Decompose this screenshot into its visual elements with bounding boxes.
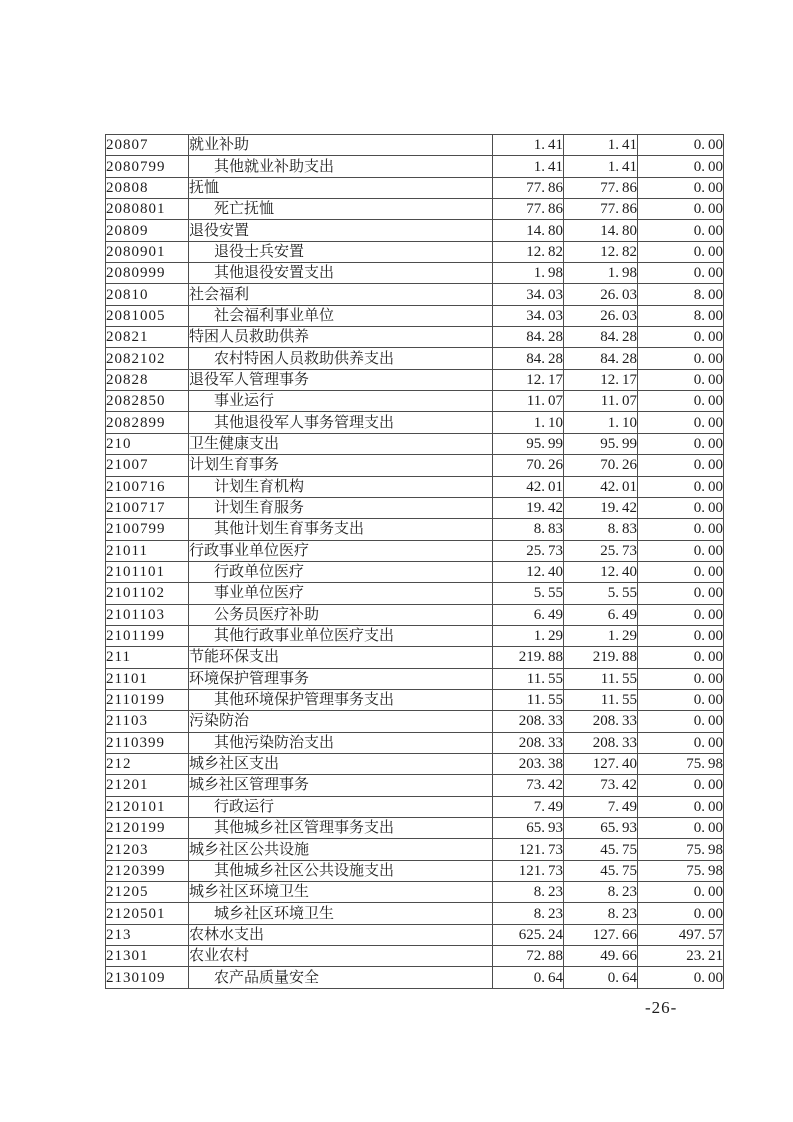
budget-value-cell: 0. 00 [638,241,724,262]
budget-value-cell: 1. 29 [564,625,638,646]
table-row [106,775,724,796]
budget-value-cell: 0. 00 [638,561,724,582]
budget-item-name-cell: 卫生健康支出 [189,433,493,454]
budget-value-cell: 208. 33 [564,732,638,753]
table-row [106,753,724,774]
budget-item-name-cell: 其他环境保护管理事务支出 [189,689,493,710]
budget-value-cell: 8. 83 [493,519,564,540]
budget-value-cell: 0. 00 [638,903,724,924]
budget-value-cell: 1. 41 [493,156,564,177]
budget-value-cell: 1. 41 [564,135,638,156]
budget-item-name-cell: 抚恤 [189,177,493,198]
budget-value-cell: 0. 00 [638,732,724,753]
budget-code-cell: 212 [106,753,189,774]
page-number: -26- [645,998,678,1017]
budget-value-cell: 11. 55 [493,689,564,710]
budget-item-name-cell: 节能环保支出 [189,647,493,668]
table-row [106,455,724,476]
budget-value-cell: 0. 00 [638,818,724,839]
budget-item-name-cell: 社会福利事业单位 [189,305,493,326]
budget-code-cell: 2120199 [106,818,189,839]
budget-code-cell: 21203 [106,839,189,860]
budget-value-cell: 7. 49 [493,796,564,817]
budget-value-cell: 95. 99 [493,433,564,454]
budget-value-cell: 95. 99 [564,433,638,454]
table-row [106,946,724,967]
table-row [106,135,724,156]
budget-item-name-cell: 行政事业单位医疗 [189,540,493,561]
budget-value-cell: 0. 00 [638,711,724,732]
budget-value-cell: 19. 42 [493,497,564,518]
budget-code-cell: 20807 [106,135,189,156]
budget-value-cell: 75. 98 [638,860,724,881]
budget-value-cell: 1. 98 [493,263,564,284]
table-row [106,476,724,497]
budget-value-cell: 6. 49 [493,604,564,625]
table-row [106,412,724,433]
budget-value-cell: 72. 88 [493,946,564,967]
budget-value-cell: 8. 23 [564,882,638,903]
budget-value-cell: 203. 38 [493,753,564,774]
table-row [106,241,724,262]
budget-code-cell: 211 [106,647,189,668]
budget-table-body [106,135,724,989]
budget-value-cell: 0. 00 [638,775,724,796]
budget-value-cell: 12. 40 [564,561,638,582]
budget-value-cell: 84. 28 [493,348,564,369]
budget-value-cell: 26. 03 [564,305,638,326]
budget-item-name-cell: 其他计划生育事务支出 [189,519,493,540]
budget-item-name-cell: 事业运行 [189,391,493,412]
budget-item-name-cell: 就业补助 [189,135,493,156]
budget-code-cell: 21301 [106,946,189,967]
table-row [106,369,724,390]
budget-code-cell: 213 [106,924,189,945]
budget-value-cell: 8. 83 [564,519,638,540]
budget-item-name-cell: 农林水支出 [189,924,493,945]
budget-value-cell: 84. 28 [493,327,564,348]
table-row [106,156,724,177]
budget-value-cell: 497. 57 [638,924,724,945]
budget-item-name-cell: 其他污染防治支出 [189,732,493,753]
budget-code-cell: 21011 [106,540,189,561]
table-row [106,967,724,988]
budget-value-cell: 77. 86 [564,199,638,220]
budget-code-cell: 21103 [106,711,189,732]
budget-value-cell: 0. 00 [638,263,724,284]
budget-item-name-cell: 农业农村 [189,946,493,967]
budget-value-cell: 12. 82 [564,241,638,262]
budget-value-cell: 219. 88 [564,647,638,668]
budget-code-cell: 21201 [106,775,189,796]
budget-value-cell: 65. 93 [564,818,638,839]
budget-code-cell: 2130109 [106,967,189,988]
table-row [106,711,724,732]
budget-value-cell: 73. 42 [493,775,564,796]
budget-value-cell: 0. 00 [638,668,724,689]
budget-code-cell: 2101102 [106,583,189,604]
budget-item-name-cell: 环境保护管理事务 [189,668,493,689]
budget-code-cell: 2110399 [106,732,189,753]
budget-code-cell: 20808 [106,177,189,198]
table-row [106,839,724,860]
budget-value-cell: 0. 00 [638,135,724,156]
budget-value-cell: 0. 00 [638,967,724,988]
budget-value-cell: 12. 82 [493,241,564,262]
budget-item-name-cell: 其他行政事业单位医疗支出 [189,625,493,646]
budget-code-cell: 21205 [106,882,189,903]
budget-code-cell: 2080799 [106,156,189,177]
budget-value-cell: 0. 00 [638,412,724,433]
budget-code-cell: 2100799 [106,519,189,540]
budget-item-name-cell: 事业单位医疗 [189,583,493,604]
table-row [106,497,724,518]
budget-item-name-cell: 污染防治 [189,711,493,732]
table-row [106,860,724,881]
budget-code-cell: 2100717 [106,497,189,518]
budget-value-cell: 77. 86 [493,199,564,220]
table-row [106,433,724,454]
budget-item-name-cell: 其他城乡社区管理事务支出 [189,818,493,839]
budget-item-name-cell: 死亡抚恤 [189,199,493,220]
budget-value-cell: 6. 49 [564,604,638,625]
budget-value-cell: 208. 33 [493,711,564,732]
budget-item-name-cell: 公务员医疗补助 [189,604,493,625]
budget-value-cell: 26. 03 [564,284,638,305]
table-row [106,903,724,924]
budget-item-name-cell: 城乡社区管理事务 [189,775,493,796]
budget-value-cell: 12. 40 [493,561,564,582]
table-row [106,327,724,348]
budget-code-cell: 2080801 [106,199,189,220]
budget-code-cell: 20828 [106,369,189,390]
table-row [106,689,724,710]
budget-value-cell: 25. 73 [564,540,638,561]
budget-value-cell: 0. 00 [638,647,724,668]
budget-value-cell: 208. 33 [493,732,564,753]
budget-value-cell: 0. 64 [493,967,564,988]
table-row [106,305,724,326]
budget-value-cell: 12. 17 [493,369,564,390]
budget-value-cell: 0. 00 [638,476,724,497]
budget-value-cell: 19. 42 [564,497,638,518]
budget-value-cell: 0. 00 [638,604,724,625]
budget-value-cell: 77. 86 [493,177,564,198]
budget-code-cell: 2080999 [106,263,189,284]
budget-item-name-cell: 计划生育机构 [189,476,493,497]
budget-value-cell: 208. 33 [564,711,638,732]
budget-value-cell: 65. 93 [493,818,564,839]
budget-value-cell: 45. 75 [564,860,638,881]
budget-value-cell: 0. 00 [638,220,724,241]
budget-value-cell: 1. 10 [564,412,638,433]
budget-item-name-cell: 农产品质量安全 [189,967,493,988]
budget-code-cell: 210 [106,433,189,454]
budget-value-cell: 1. 29 [493,625,564,646]
budget-code-cell: 2082899 [106,412,189,433]
budget-item-name-cell: 社会福利 [189,284,493,305]
budget-code-cell: 21007 [106,455,189,476]
budget-value-cell: 84. 28 [564,348,638,369]
budget-item-name-cell: 计划生育事务 [189,455,493,476]
table-row [106,199,724,220]
budget-item-name-cell: 特困人员救助供养 [189,327,493,348]
budget-item-name-cell: 城乡社区公共设施 [189,839,493,860]
budget-code-cell: 2101103 [106,604,189,625]
budget-value-cell: 14. 80 [493,220,564,241]
budget-value-cell: 5. 55 [564,583,638,604]
budget-item-name-cell: 退役军人管理事务 [189,369,493,390]
budget-code-cell: 2120501 [106,903,189,924]
budget-value-cell: 0. 00 [638,369,724,390]
budget-code-cell: 2101199 [106,625,189,646]
budget-value-cell: 8. 23 [493,882,564,903]
budget-value-cell: 84. 28 [564,327,638,348]
budget-value-cell: 75. 98 [638,839,724,860]
table-row [106,177,724,198]
budget-code-cell: 2100716 [106,476,189,497]
budget-code-cell: 2082850 [106,391,189,412]
budget-code-cell: 20809 [106,220,189,241]
budget-value-cell: 0. 00 [638,796,724,817]
budget-value-cell: 0. 00 [638,689,724,710]
budget-value-cell: 11. 55 [564,689,638,710]
table-row [106,625,724,646]
budget-item-name-cell: 退役安置 [189,220,493,241]
budget-value-cell: 34. 03 [493,305,564,326]
budget-value-cell: 0. 00 [638,348,724,369]
budget-value-cell: 11. 55 [564,668,638,689]
table-row [106,604,724,625]
budget-value-cell: 0. 00 [638,625,724,646]
budget-value-cell: 42. 01 [493,476,564,497]
budget-value-cell: 0. 64 [564,967,638,988]
budget-code-cell: 2080901 [106,241,189,262]
budget-value-cell: 0. 00 [638,583,724,604]
table-row [106,391,724,412]
budget-value-cell: 1. 10 [493,412,564,433]
table-row [106,263,724,284]
budget-value-cell: 73. 42 [564,775,638,796]
budget-value-cell: 77. 86 [564,177,638,198]
table-row [106,882,724,903]
budget-value-cell: 70. 26 [564,455,638,476]
budget-item-name-cell: 农村特困人员救助供养支出 [189,348,493,369]
budget-value-cell: 11. 55 [493,668,564,689]
table-row [106,540,724,561]
table-row [106,583,724,604]
table-row [106,519,724,540]
table-row [106,348,724,369]
budget-value-cell: 25. 73 [493,540,564,561]
table-row [106,924,724,945]
budget-item-name-cell: 其他就业补助支出 [189,156,493,177]
budget-value-cell: 34. 03 [493,284,564,305]
budget-item-name-cell: 城乡社区环境卫生 [189,882,493,903]
table-row [106,732,724,753]
budget-code-cell: 2101101 [106,561,189,582]
budget-value-cell: 0. 00 [638,199,724,220]
budget-item-name-cell: 城乡社区支出 [189,753,493,774]
budget-value-cell: 121. 73 [493,860,564,881]
budget-value-cell: 7. 49 [564,796,638,817]
budget-value-cell: 0. 00 [638,433,724,454]
table-row [106,668,724,689]
budget-value-cell: 0. 00 [638,540,724,561]
budget-value-cell: 8. 00 [638,284,724,305]
budget-table [105,134,724,989]
table-row [106,561,724,582]
budget-value-cell: 12. 17 [564,369,638,390]
budget-code-cell: 2120101 [106,796,189,817]
budget-value-cell: 1. 98 [564,263,638,284]
budget-code-cell: 2081005 [106,305,189,326]
budget-value-cell: 121. 73 [493,839,564,860]
budget-value-cell: 5. 55 [493,583,564,604]
budget-item-name-cell: 行政单位医疗 [189,561,493,582]
budget-value-cell: 42. 01 [564,476,638,497]
budget-value-cell: 0. 00 [638,156,724,177]
budget-value-cell: 11. 07 [564,391,638,412]
budget-code-cell: 20821 [106,327,189,348]
table-row [106,818,724,839]
budget-value-cell: 11. 07 [493,391,564,412]
table-row [106,647,724,668]
budget-code-cell: 2082102 [106,348,189,369]
budget-value-cell: 0. 00 [638,177,724,198]
budget-value-cell: 0. 00 [638,391,724,412]
budget-item-name-cell: 退役士兵安置 [189,241,493,262]
budget-value-cell: 49. 66 [564,946,638,967]
budget-value-cell: 8. 23 [493,903,564,924]
budget-item-name-cell: 行政运行 [189,796,493,817]
budget-value-cell: 23. 21 [638,946,724,967]
budget-value-cell: 70. 26 [493,455,564,476]
budget-value-cell: 1. 41 [564,156,638,177]
budget-item-name-cell: 其他退役安置支出 [189,263,493,284]
budget-value-cell: 14. 80 [564,220,638,241]
budget-item-name-cell: 其他退役军人事务管理支出 [189,412,493,433]
budget-value-cell: 625. 24 [493,924,564,945]
budget-value-cell: 1. 41 [493,135,564,156]
table-row [106,796,724,817]
budget-value-cell: 219. 88 [493,647,564,668]
budget-value-cell: 127. 66 [564,924,638,945]
budget-value-cell: 0. 00 [638,455,724,476]
budget-value-cell: 0. 00 [638,519,724,540]
budget-item-name-cell: 城乡社区环境卫生 [189,903,493,924]
budget-value-cell: 8. 23 [564,903,638,924]
budget-code-cell: 21101 [106,668,189,689]
budget-value-cell: 0. 00 [638,497,724,518]
budget-value-cell: 0. 00 [638,327,724,348]
budget-item-name-cell: 计划生育服务 [189,497,493,518]
budget-value-cell: 0. 00 [638,882,724,903]
budget-value-cell: 127. 40 [564,753,638,774]
budget-code-cell: 20810 [106,284,189,305]
budget-value-cell: 8. 00 [638,305,724,326]
budget-item-name-cell: 其他城乡社区公共设施支出 [189,860,493,881]
table-row [106,220,724,241]
budget-code-cell: 2120399 [106,860,189,881]
budget-value-cell: 45. 75 [564,839,638,860]
table-row [106,284,724,305]
budget-code-cell: 2110199 [106,689,189,710]
budget-value-cell: 75. 98 [638,753,724,774]
